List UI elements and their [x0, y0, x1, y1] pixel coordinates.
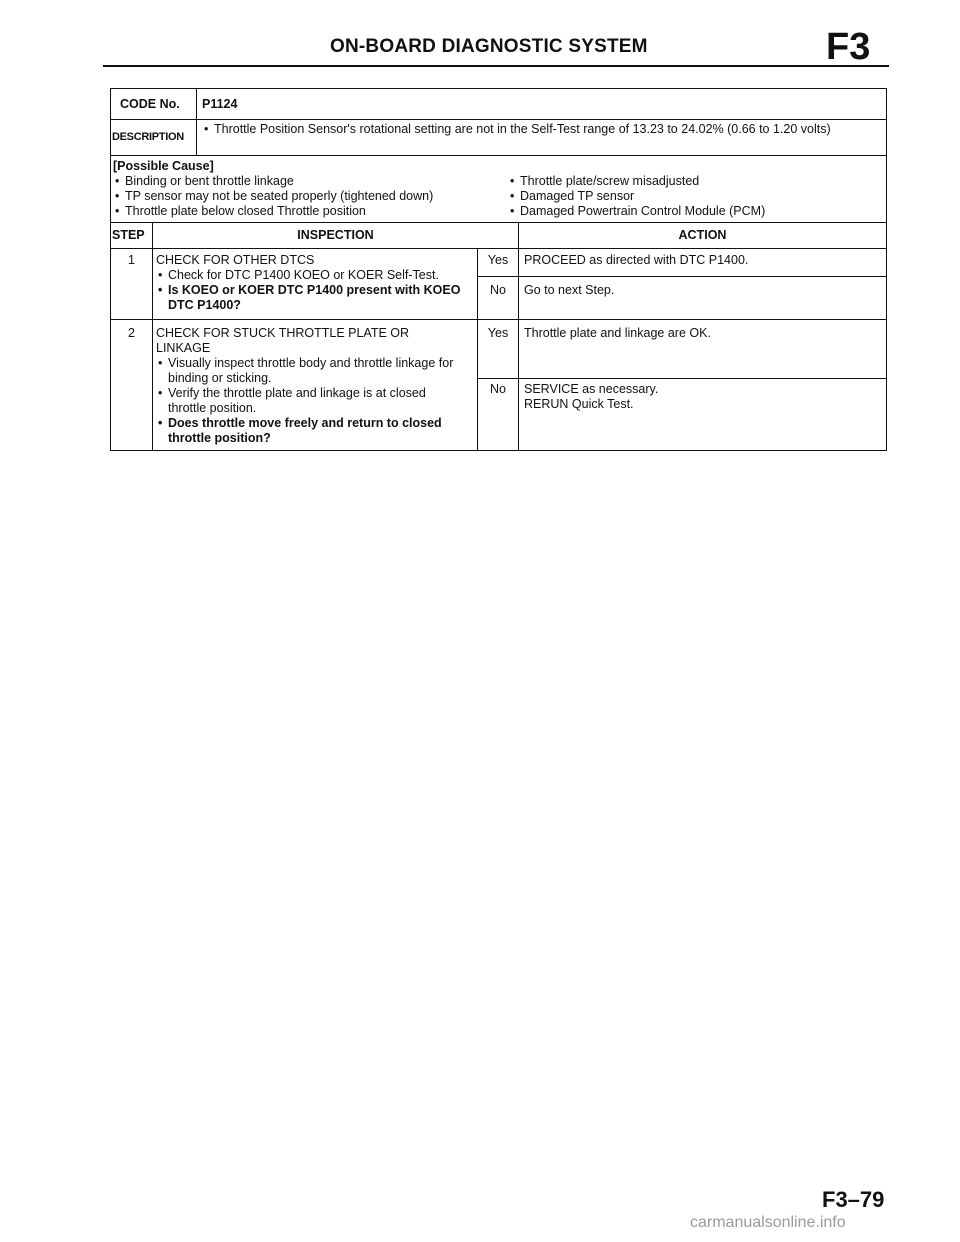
section-code: F3 [826, 26, 871, 68]
step-question: • Is KOEO or KOER DTC P1400 present with KOEO DTC P1400? [156, 283, 473, 313]
page-header [0, 0, 960, 70]
watermark: carmanualsonline.info [690, 1214, 846, 1231]
yes-label: Yes [478, 249, 518, 277]
code-value: P1124 [202, 97, 238, 111]
step-number: 2 [111, 320, 153, 450]
description-label: DESCRIPTION [111, 120, 197, 155]
cause-item: • Damaged Powertrain Control Module (PCM) [508, 204, 765, 219]
possible-cause-title: [Possible Cause] [113, 159, 214, 173]
column-header-step: STEP [111, 223, 153, 248]
step-item: • Visually inspect throttle body and throttle linkage for binding or sticking. [156, 356, 473, 386]
no-action: SERVICE as necessary. RERUN Quick Test. [524, 382, 659, 411]
no-action: Go to next Step. [524, 283, 615, 297]
step-title: CHECK FOR STUCK THROTTLE PLATE OR LINKAGE [156, 326, 410, 355]
step-actions [519, 249, 886, 319]
cause-item: • Binding or bent throttle linkage [113, 174, 508, 189]
no-label: No [490, 382, 506, 396]
description-cell [197, 120, 886, 155]
cause-item: • TP sensor may not be seated properly (tightened down) [113, 189, 508, 204]
step-question: • Does throttle move freely and return to closed throttle position? [156, 416, 473, 446]
step-number: 1 [111, 249, 153, 319]
description-row [111, 120, 886, 156]
cause-item: • Throttle plate below closed Throttle position [113, 204, 508, 219]
page-title: ON-BOARD DIAGNOSTIC SYSTEM [330, 36, 648, 57]
code-label: CODE No. [111, 89, 197, 119]
step-item: • Check for DTC P1400 KOEO or KOER Self-Test. [156, 268, 473, 283]
column-header-inspection: INSPECTION [153, 223, 519, 248]
step-row-2 [111, 320, 886, 450]
possible-cause-right [508, 174, 765, 219]
step-item: • Verify the throttle plate and linkage is at closed throttle position. [156, 386, 473, 416]
step-row-1 [111, 249, 886, 320]
diagnostic-table [110, 88, 887, 451]
possible-cause-left [113, 174, 508, 219]
cause-item: • Throttle plate/screw misadjusted [508, 174, 765, 189]
step-inspection [153, 320, 478, 450]
possible-cause-cell [111, 156, 886, 222]
step-result-labels [478, 249, 519, 319]
no-label: No [490, 283, 506, 297]
description-text: • Throttle Position Sensor's rotational setting are not in the Self-Test range of 13.23 to 24.02% (0.66 to 1.20 volts) [202, 122, 846, 137]
yes-action: Throttle plate and linkage are OK. [519, 320, 886, 379]
step-result-labels [478, 320, 519, 450]
code-row [111, 89, 886, 120]
page-number: F3–79 [822, 1187, 885, 1212]
column-header-action: ACTION [678, 228, 727, 242]
column-header-row [111, 223, 886, 249]
step-actions [519, 320, 886, 450]
header-divider [103, 65, 889, 67]
yes-label: Yes [478, 320, 518, 379]
cause-item: • Damaged TP sensor [508, 189, 765, 204]
yes-action: PROCEED as directed with DTC P1400. [519, 249, 886, 277]
step-title: CHECK FOR OTHER DTCS [156, 253, 315, 267]
possible-cause-row [111, 156, 886, 223]
step-inspection [153, 249, 478, 319]
